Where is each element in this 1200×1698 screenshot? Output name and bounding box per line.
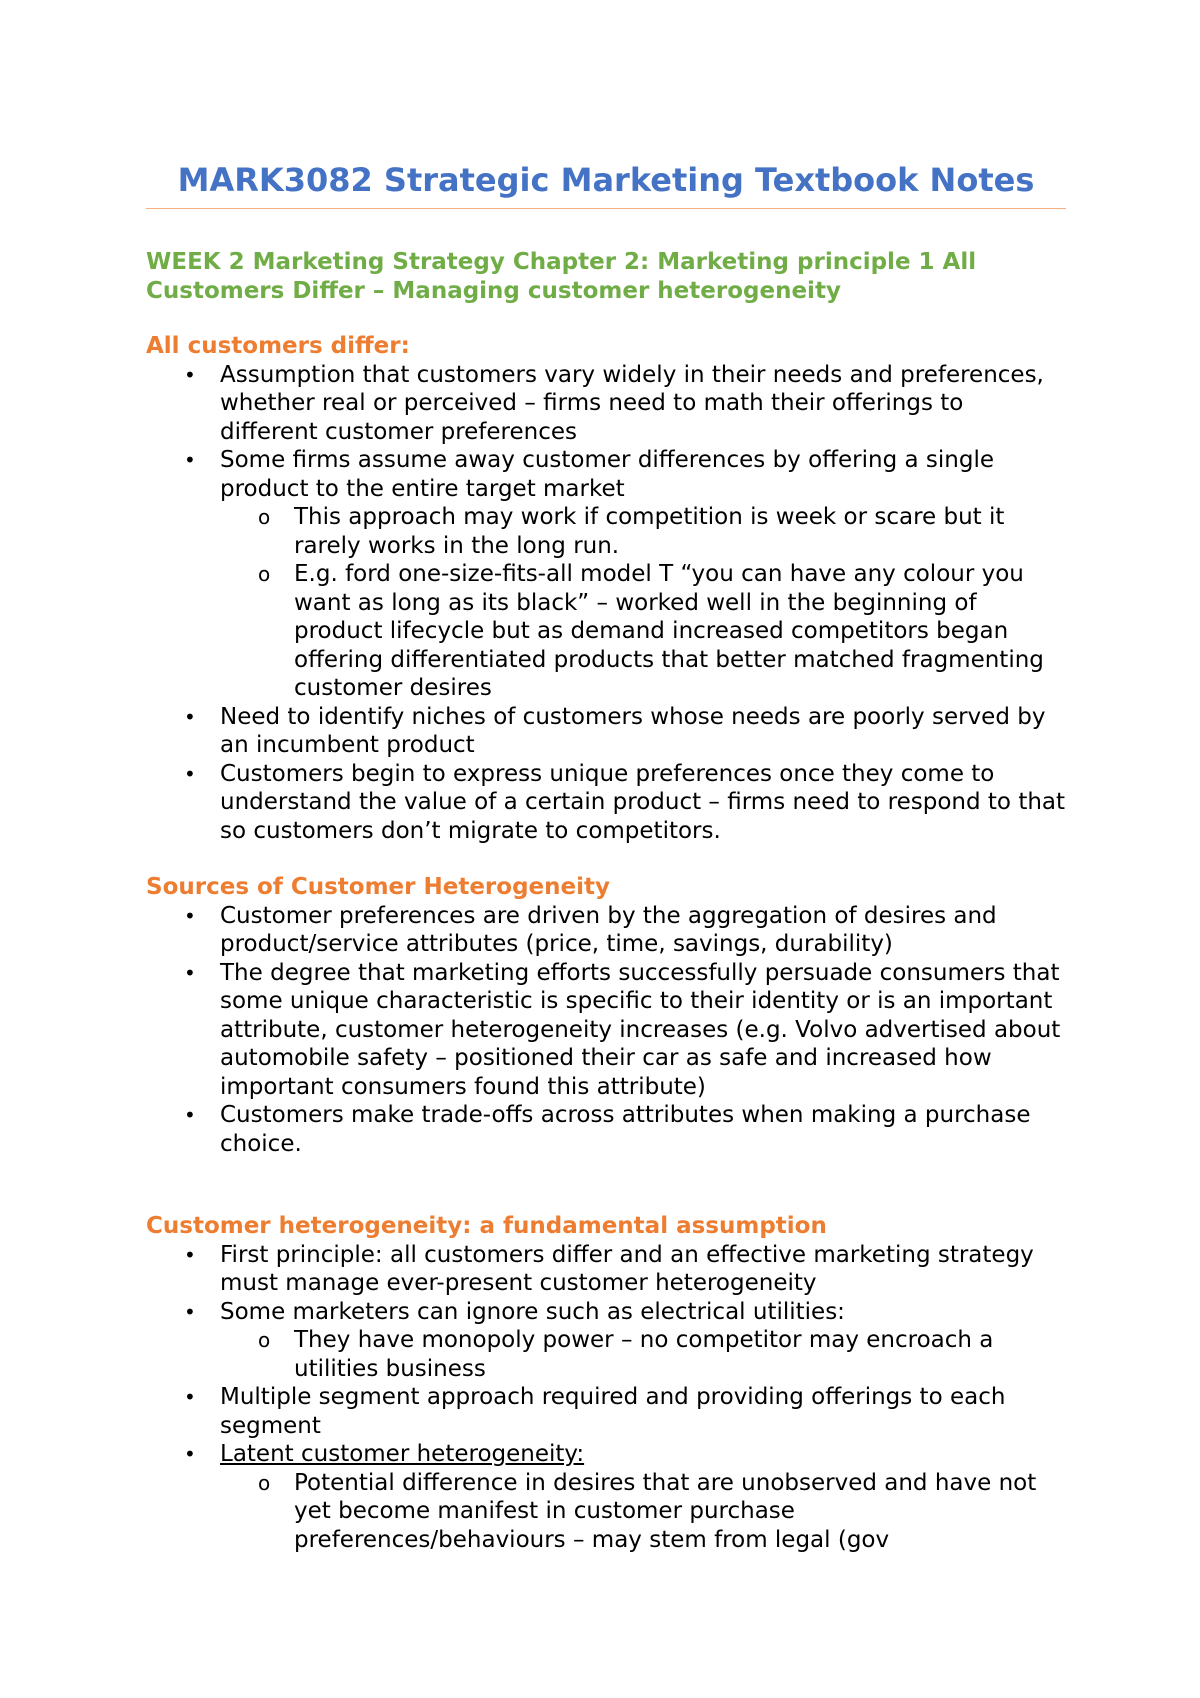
- bullet-icon: •: [184, 1385, 196, 1409]
- section-all-customers-differ: [146, 332, 1066, 845]
- bullet-icon: •: [184, 362, 196, 387]
- list-item: [146, 760, 1066, 846]
- list-item-text: Multiple segment approach required and providing offerings to each segment: [220, 1384, 1006, 1439]
- list-item-text: Some firms assume away customer differences by offering a single product to the entire target market: [220, 447, 994, 502]
- bullet-list: [146, 361, 1066, 846]
- list-item-text: Need to identify niches of customers whose needs are poorly served by an incumbent product: [220, 703, 1046, 758]
- sub-list-item-text: They have monopoly power – no competitor may encroach a utilities business: [294, 1327, 994, 1382]
- list-item: [146, 959, 1066, 1102]
- list-item: [146, 1440, 1066, 1554]
- bullet-icon: •: [184, 704, 196, 729]
- spacer: [146, 845, 1066, 873]
- sub-list-item: [220, 1469, 1066, 1555]
- list-item: [146, 1101, 1066, 1158]
- sub-bullet-icon: o: [258, 1470, 271, 1495]
- bullet-icon: •: [184, 1103, 196, 1127]
- bullet-icon: •: [184, 761, 196, 786]
- list-item: [146, 1298, 1066, 1384]
- list-item: [146, 1241, 1066, 1298]
- sub-list-item-text: This approach may work if competition is week or scare but it rarely works in the long run.: [294, 504, 1005, 559]
- list-item-text: Customers make trade-offs across attributes when making a purchase choice.: [220, 1102, 1031, 1157]
- bullet-icon: •: [184, 903, 196, 928]
- sub-bullet-icon: o: [258, 562, 271, 586]
- week-heading: WEEK 2 Marketing Strategy Chapter 2: Marketing principle 1 All Customers Differ – Managing customer heterogeneity: [146, 249, 977, 304]
- list-item-text: Latent customer heterogeneity:: [220, 1441, 585, 1467]
- section-heading: All customers differ:: [146, 333, 410, 359]
- bullet-icon: •: [184, 1442, 196, 1466]
- sub-list-item: [220, 1326, 1066, 1383]
- list-item: [146, 1383, 1066, 1440]
- bullet-list: [146, 1241, 1066, 1555]
- sub-bullet-icon: o: [258, 505, 271, 529]
- bullet-icon: •: [184, 448, 196, 472]
- sub-list-item-text: Potential difference in desires that are unobserved and have not yet become manifest in customer purchase preferences/behaviours – may stem from legal (gov: [294, 1469, 1037, 1553]
- bullet-icon: •: [184, 1242, 196, 1267]
- sub-bullet-icon: o: [258, 1328, 271, 1352]
- spacer: [146, 1158, 1066, 1212]
- section-sources-of-heterogeneity: [146, 873, 1066, 1158]
- list-item: [146, 361, 1066, 447]
- document-title: MARK3082 Strategic Marketing Textbook Notes: [146, 160, 1066, 209]
- bullet-icon: •: [184, 960, 196, 985]
- list-item-text: The degree that marketing efforts successfully persuade consumers that some unique characteristic is specific to their identity or is an important attribute, customer heterogeneity increases (e.g. Volvo advertised about automobile safety – positioned their car as safe and increased how important consumers found this attribute): [220, 959, 1061, 1100]
- list-item: [146, 446, 1066, 703]
- bullet-list: [146, 902, 1066, 1159]
- sub-list-item: [220, 503, 1066, 560]
- bullet-icon: •: [184, 1299, 196, 1324]
- list-item-text: Customer preferences are driven by the aggregation of desires and product/service attributes (price, time, savings, durability): [220, 902, 997, 957]
- list-item-text: Assumption that customers vary widely in their needs and preferences, whether real or perceived – firms need to math their offerings to different customer preferences: [220, 361, 1044, 445]
- section-heading: Sources of Customer Heterogeneity: [146, 874, 610, 900]
- list-item-text: Customers begin to express unique preferences once they come to understand the value of a certain product – firms need to respond to that so customers don’t migrate to competitors.: [220, 760, 1066, 844]
- sub-bullet-list: [220, 1326, 1066, 1383]
- list-item: [146, 902, 1066, 959]
- list-item: [146, 703, 1066, 760]
- sub-bullet-list: [220, 1469, 1066, 1555]
- list-item-text: Some marketers can ignore such as electrical utilities:: [220, 1298, 845, 1325]
- sub-bullet-list: [220, 503, 1066, 703]
- section-heading: Customer heterogeneity: a fundamental assumption: [146, 1213, 827, 1239]
- document-page: [146, 160, 1066, 1554]
- section-fundamental-assumption: [146, 1212, 1066, 1554]
- sub-list-item: [220, 560, 1066, 703]
- sub-list-item-text: E.g. ford one-size-fits-all model T “you can have any colour you want as long as its black” – worked well in the beginning of product lifecycle but as demand increased competitors began offering differentiated products that better matched fragmenting customer desires: [294, 561, 1044, 701]
- list-item-text: First principle: all customers differ and an effective marketing strategy must manage ever-present customer heterogeneity: [220, 1241, 1034, 1296]
